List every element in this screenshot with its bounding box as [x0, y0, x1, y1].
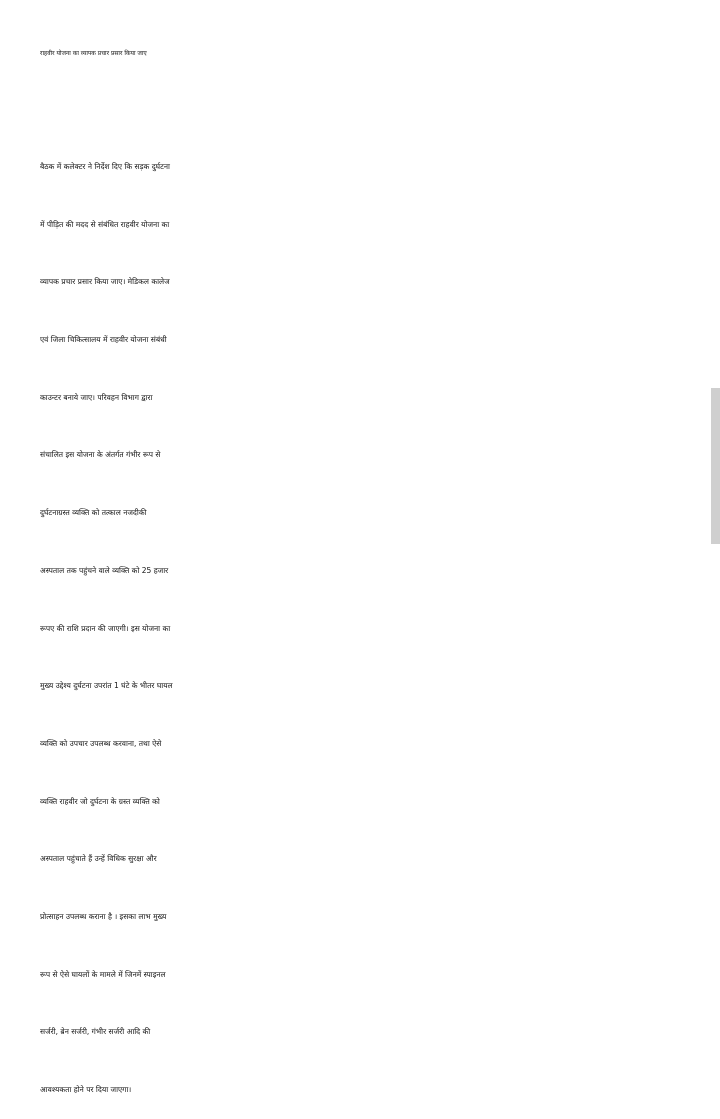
article-line: में पीड़ित की मदद से संबंधित राहवीर योजना का [40, 219, 170, 229]
article-line: रूपए की राशि प्रदान की जाएगी। इस योजना का [40, 623, 171, 633]
article-line: मुख्य उद्देश्य दुर्घटना उपरांत 1 घंटे के भीतर घायल [40, 681, 173, 691]
article-line: व्यक्ति को उपचार उपलब्ध करवाना, तथा ऐसे [40, 738, 162, 748]
article-line: प्रोत्साहन उपलब्ध कराना है । इसका लाभ मुख्य [40, 911, 167, 921]
article-line: एवं जिला चिकित्सालय में राहवीर योजना संबंधी [40, 335, 167, 345]
article-line: काउन्टर बनाये जाए। परिवहन विभाग द्वारा [40, 392, 153, 402]
article-line: अस्पताल पहुंचाते हैं उन्हें विधिक सुरक्षा और [40, 854, 157, 864]
article-heading: राहवीर योजना का व्यापक प्रचार प्रसार किया जाए [40, 50, 147, 57]
article-line: आवश्यकता होने पर दिया जाएगा। [40, 1085, 132, 1094]
article-line: अस्पताल तक पहुंचने वाले व्यक्ति को 25 हजार [40, 565, 169, 575]
article-line: संचालित इस योजना के अंतर्गत गंभीर रूप से [40, 450, 161, 460]
article-line: व्यापक प्रचार प्रसार किया जाए। मेडिकल कालेज [40, 277, 170, 287]
article-line: रूप से ऐसे घायलों के मामले में जिनमें स्पाइनल [40, 969, 166, 979]
article-line: बैठक में कलेक्टर ने निर्देश दिए कि सड़क दुर्घटना [40, 162, 171, 171]
article-body [40, 138, 690, 1119]
article-line: सर्जरी, ब्रेन सर्जरी, गंभीर सर्जरी आदि की [40, 1027, 151, 1037]
article-line: दुर्घटनाग्रस्त व्यक्ति को तत्काल नजदीकी [40, 508, 147, 518]
article-line: व्यक्ति राहवीर जो दुर्घटना के ग्रस्त व्यक्ति को [40, 796, 160, 806]
scrollbar[interactable] [711, 388, 720, 544]
